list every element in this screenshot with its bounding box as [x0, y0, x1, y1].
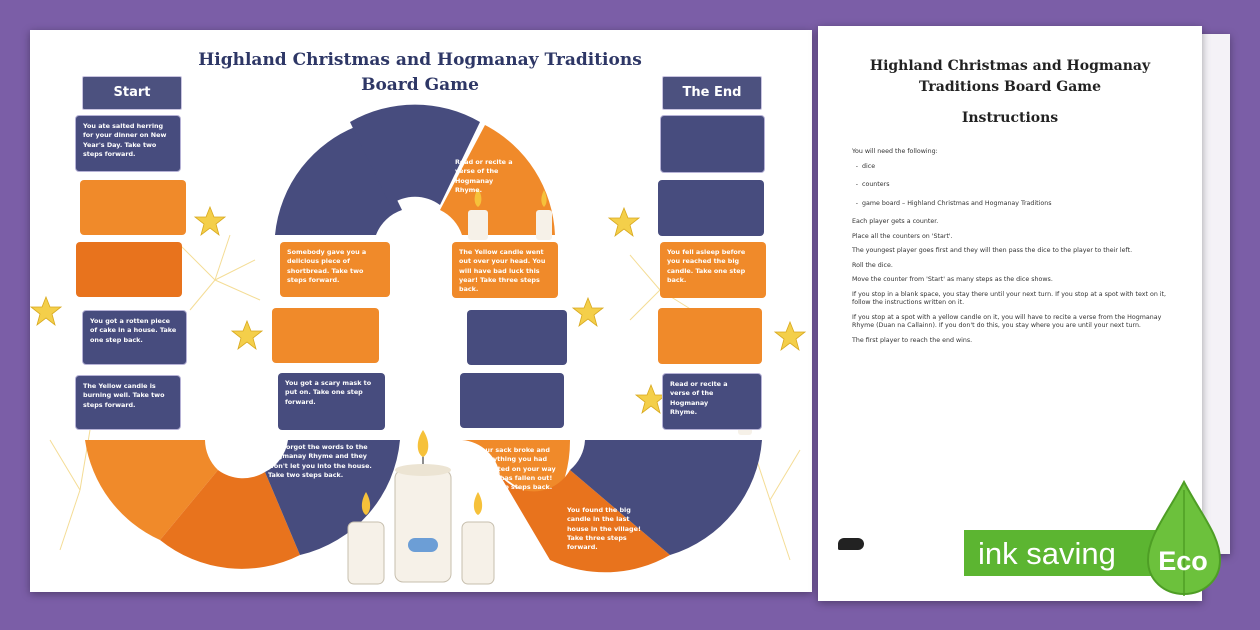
- tile-blank-7: [658, 180, 764, 236]
- step: The first player to reach the end wins.: [852, 336, 973, 344]
- step: Roll the dice.: [852, 261, 893, 269]
- ink-saving-label: ink saving: [978, 536, 1116, 571]
- instructions-title-line-2: Traditions Board Game: [918, 79, 1102, 95]
- need-item: - game board – Highland Christmas and Hogmanay Traditions: [862, 200, 1182, 209]
- tile-blank-4: [467, 310, 567, 365]
- instructions-body: [852, 148, 1182, 351]
- start-label: Start: [82, 76, 182, 110]
- board-game-sheet: [30, 30, 812, 592]
- tile-blank-6: [660, 115, 765, 173]
- need-item: - counters: [862, 181, 1182, 190]
- twinkl-logo-icon: [838, 538, 864, 550]
- board-title-line-2: Board Game: [361, 75, 479, 95]
- tile-10: You found the big candle in the last house in the village! Take three steps forward.: [567, 506, 641, 552]
- step: The youngest player goes first and they will then pass the dice to the player to their left.: [852, 247, 1133, 254]
- ink-saving-eco-badge: [964, 480, 1244, 600]
- tile-1: You ate salted herring for your dinner on New Year's Day. Take two steps forward.: [75, 115, 181, 172]
- tile-6: You forgot the words to the Hogmanay Rhyme and they won't let you into the house. Take two steps back.: [268, 443, 372, 479]
- board-title: [150, 48, 690, 98]
- tile-12: Read or recite a verse of the Hogmanay Rhyme.: [662, 373, 762, 430]
- instructions-title-line-1: Highland Christmas and Hogmanay: [869, 58, 1151, 74]
- need-list: [852, 163, 1182, 209]
- tile-2: You got a rotten piece of cake in a house. Take one step back.: [82, 310, 187, 365]
- step: If you stop in a blank space, you stay there until your next turn. If you stop at a spot with text on it, follow the instructions written on it.: [852, 290, 1167, 306]
- tile-blank-1: [80, 180, 186, 235]
- instructions-back-page: [1200, 34, 1230, 554]
- tile-3: The Yellow candle is burning well. Take two steps forward.: [75, 375, 181, 430]
- tile-4: Somebody gave you a delicious piece of shortbread. Take two steps forward.: [280, 242, 390, 297]
- tile-blank-2: [76, 242, 182, 297]
- step: Move the counter from 'Start' as many steps as the dice shows.: [852, 276, 1053, 283]
- tile-blank-8: [658, 308, 762, 364]
- step: Place all the counters on 'Start'.: [852, 232, 953, 240]
- board-title-line-1: Highland Christmas and Hogmanay Traditions: [198, 50, 642, 70]
- tile-5: You got a scary mask to put on. Take one step forward.: [278, 373, 385, 430]
- tile-blank-5: [460, 373, 564, 428]
- tile-8: The Yellow candle went out over your head. You will have bad luck this year! Take three steps back.: [452, 242, 558, 298]
- tile-blank-3: [272, 308, 379, 363]
- step: Each player gets a counter.: [852, 218, 939, 225]
- eco-drop-icon: [1144, 480, 1224, 600]
- tile-9: Your sack broke and everything you had collected on your way so far has fallen out! Take two steps back.: [477, 446, 556, 492]
- tile-11: You fell asleep before you reached the big candle. Take one step back.: [660, 242, 766, 298]
- instructions-title: [818, 56, 1202, 98]
- instructions-subtitle: Instructions: [961, 110, 1059, 126]
- step: If you stop at a spot with a yellow candle on it, you will have to recite a verse from the Hogmanay Rhyme (Duan na Callainn). If you don't do this, you stay where you are until your next turn.: [852, 313, 1162, 329]
- tile-7: Read or recite a verse of the Hogmanay Rhyme.: [455, 158, 513, 194]
- eco-label: Eco: [1158, 546, 1208, 576]
- end-label: The End: [662, 76, 762, 110]
- need-item: - dice: [862, 163, 1182, 172]
- need-intro: You will need the following:: [852, 148, 938, 155]
